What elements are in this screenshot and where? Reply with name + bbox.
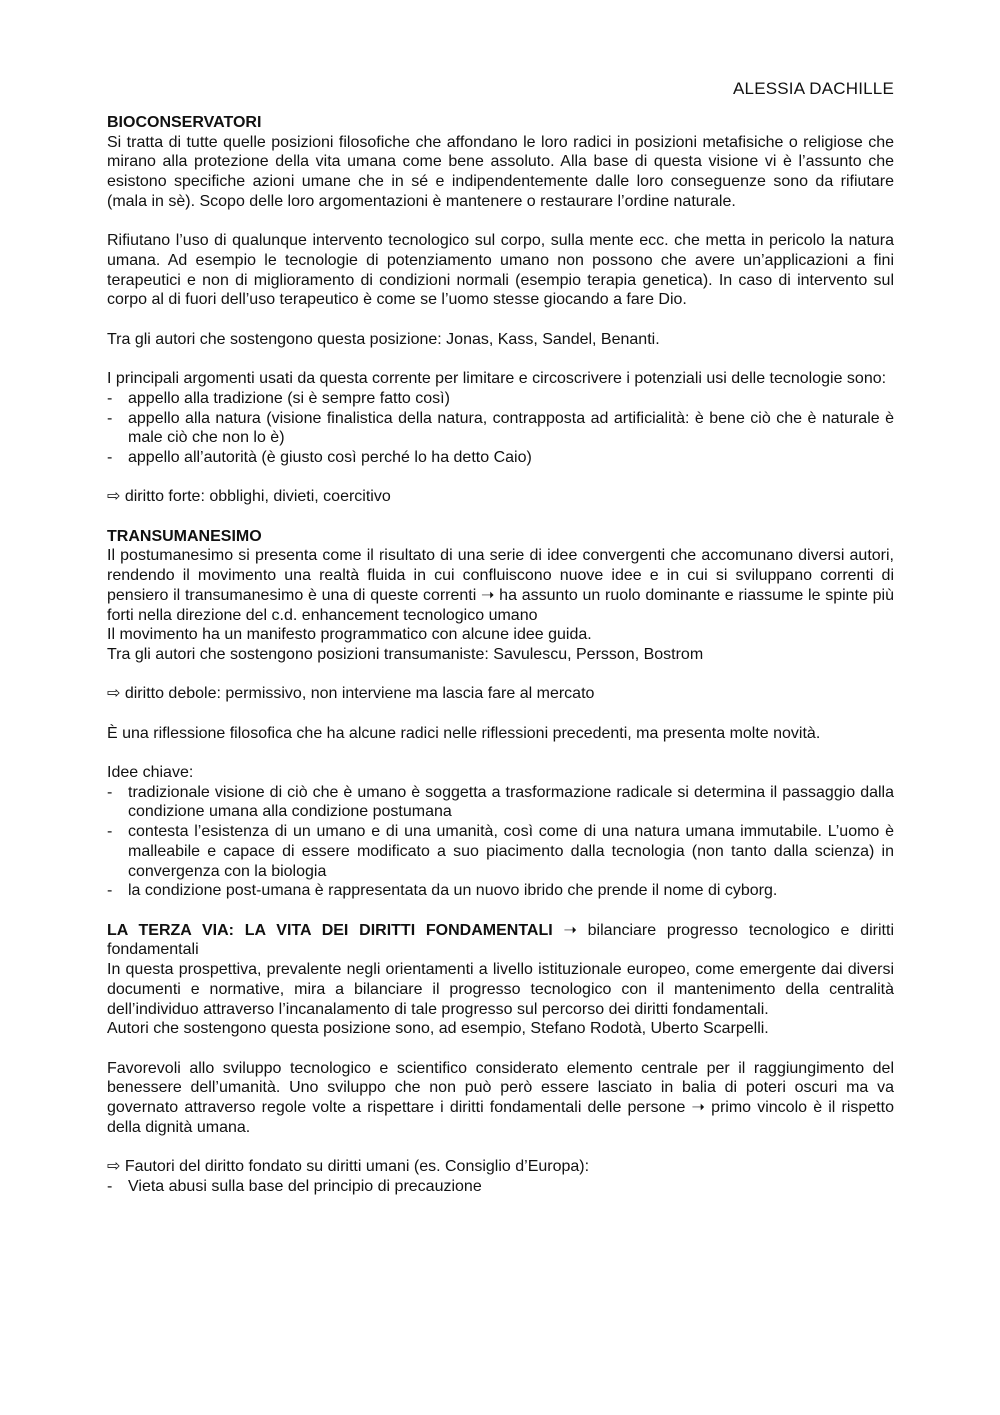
paragraph: I principali argomenti usati da questa corrente per limitare e circoscrivere i potenziali usi delle tecnologie sono: <box>107 370 887 388</box>
list-item: - Vieta abusi sulla base del principio di precauzione <box>107 1177 894 1197</box>
section-bioconservatori <box>107 113 894 507</box>
list-item: - appello all’autorità (è giusto così perché lo ha detto Caio) <box>107 448 894 468</box>
paragraph: Si tratta di tutte quelle posizioni filosofiche che affondano le loro radici in posizioni metafisiche o religiose che mirano alla protezione della vita umana come bene assoluto. Alla base di questa visione vi è l’assunto che esistono specifiche azioni umane che in sé e indipendentemente dalle loro conseguenze sono da rifiutare (mala in sè). Scopo delle loro argomentazioni è mantenere o restaurare l’ordine naturale. <box>107 133 894 210</box>
list-item: - tradizionale visione di ciò che è umano è soggetta a trasformazione radicale si determina il passaggio dalla condizione umana alla condizione postumana <box>107 783 894 822</box>
list-item: - appello alla tradizione (si è sempre fatto così) <box>107 389 894 409</box>
paragraph: Favorevoli allo sviluppo tecnologico e scientifico considerato elemento centrale per il raggiungimento del benessere dell’umanità. Uno sviluppo che non può però essere lasciato in balia di poteri oscuri ma va governato attraverso regole volte a rispettare i diritti fondamentali delle persone ➝ primo vincolo è il rispetto della dignità umana. <box>107 1059 894 1136</box>
heading-tail: ➝ bilanciare progresso tecnologico e diritti fondamentali <box>107 921 894 959</box>
list-item: - appello alla natura (visione finalistica della natura, contrapposta ad artificialità: è bene ciò che è naturale è male ciò che non lo è) <box>107 409 894 448</box>
principles-list <box>107 1177 894 1197</box>
conclusion-line: ⇨ diritto forte: obblighi, divieti, coercitivo <box>107 488 391 506</box>
section-heading-line <box>107 921 894 960</box>
section-heading: TRANSUMANESIMO <box>107 527 262 545</box>
section-terza-via <box>107 921 894 1197</box>
conclusion-line: ⇨ diritto debole: permissivo, non interviene ma lascia fare al mercato <box>107 685 595 703</box>
ideas-label: Idee chiave: <box>107 764 194 782</box>
author-name: ALESSIA DACHILLE <box>733 79 894 98</box>
conclusion-line: ⇨ Fautori del diritto fondato su diritti umani (es. Consiglio d’Europa): <box>107 1158 590 1176</box>
section-heading: BIOCONSERVATORI <box>107 114 262 131</box>
paragraph: Tra gli autori che sostengono posizioni transumaniste: Savulescu, Persson, Bostrom <box>107 645 704 663</box>
paragraph: Tra gli autori che sostengono questa posizione: Jonas, Kass, Sandel, Benanti. <box>107 330 660 348</box>
paragraph: Il postumanesimo si presenta come il risultato di una serie di idee convergenti che accomunano diversi autori, rendendo il movimento una realtà fluida in cui confluiscono nuove idee e in cui si sviluppano correnti di pensiero il transumanesimo è una di queste correnti ➝ ha assunto un ruolo dominante e riassume le spinte più forti nella direzione del c.d. enhancement tecnologico umano <box>107 547 894 624</box>
ideas-list <box>107 783 894 901</box>
section-heading: LA TERZA VIA: LA VITA DEI DIRITTI FONDAMENTALI <box>107 921 553 939</box>
document-body <box>107 113 894 1197</box>
list-item: - la condizione post-umana è rappresentata da un nuovo ibrido che prende il nome di cyborg. <box>107 881 894 901</box>
paragraph: Rifiutano l’uso di qualunque intervento tecnologico sul corpo, sulla mente ecc. che metta in pericolo la natura umana. Ad esempio le tecnologie di potenziamento umano non possono che avere un’applicazioni a fini terapeutici e non di miglioramento di condizioni normali (esempio terapia genetica). In caso di intervento sul corpo al di fuori dell’uso terapeutico è come se l’uomo stesse giocando a fare Dio. <box>107 232 894 309</box>
paragraph: Autori che sostengono questa posizione sono, ad esempio, Stefano Rodotà, Uberto Scarpelli. <box>107 1020 769 1038</box>
section-transumanesimo <box>107 527 894 901</box>
argument-list <box>107 389 894 468</box>
paragraph: È una riflessione filosofica che ha alcune radici nelle riflessioni precedenti, ma presenta molte novità. <box>107 724 821 742</box>
paragraph: In questa prospettiva, prevalente negli orientamenti a livello istituzionale europeo, come emergente dai diversi documenti e normative, mira a bilanciare il progresso tecnologico con il mantenimento della centralità dell’individuo attraverso l’incanalamento di tale progresso sul percorso dei diritti fondamentali. <box>107 961 894 1018</box>
paragraph: Il movimento ha un manifesto programmatico con alcune idee guida. <box>107 626 592 644</box>
list-item: - contesta l’esistenza di un umano e di una umanità, così come di una natura umana immutabile. L’uomo è malleabile e capace di essere modificato a suo piacimento dalla tecnologia (non tanto dalla scienza) in convergenza con la biologia <box>107 822 894 881</box>
